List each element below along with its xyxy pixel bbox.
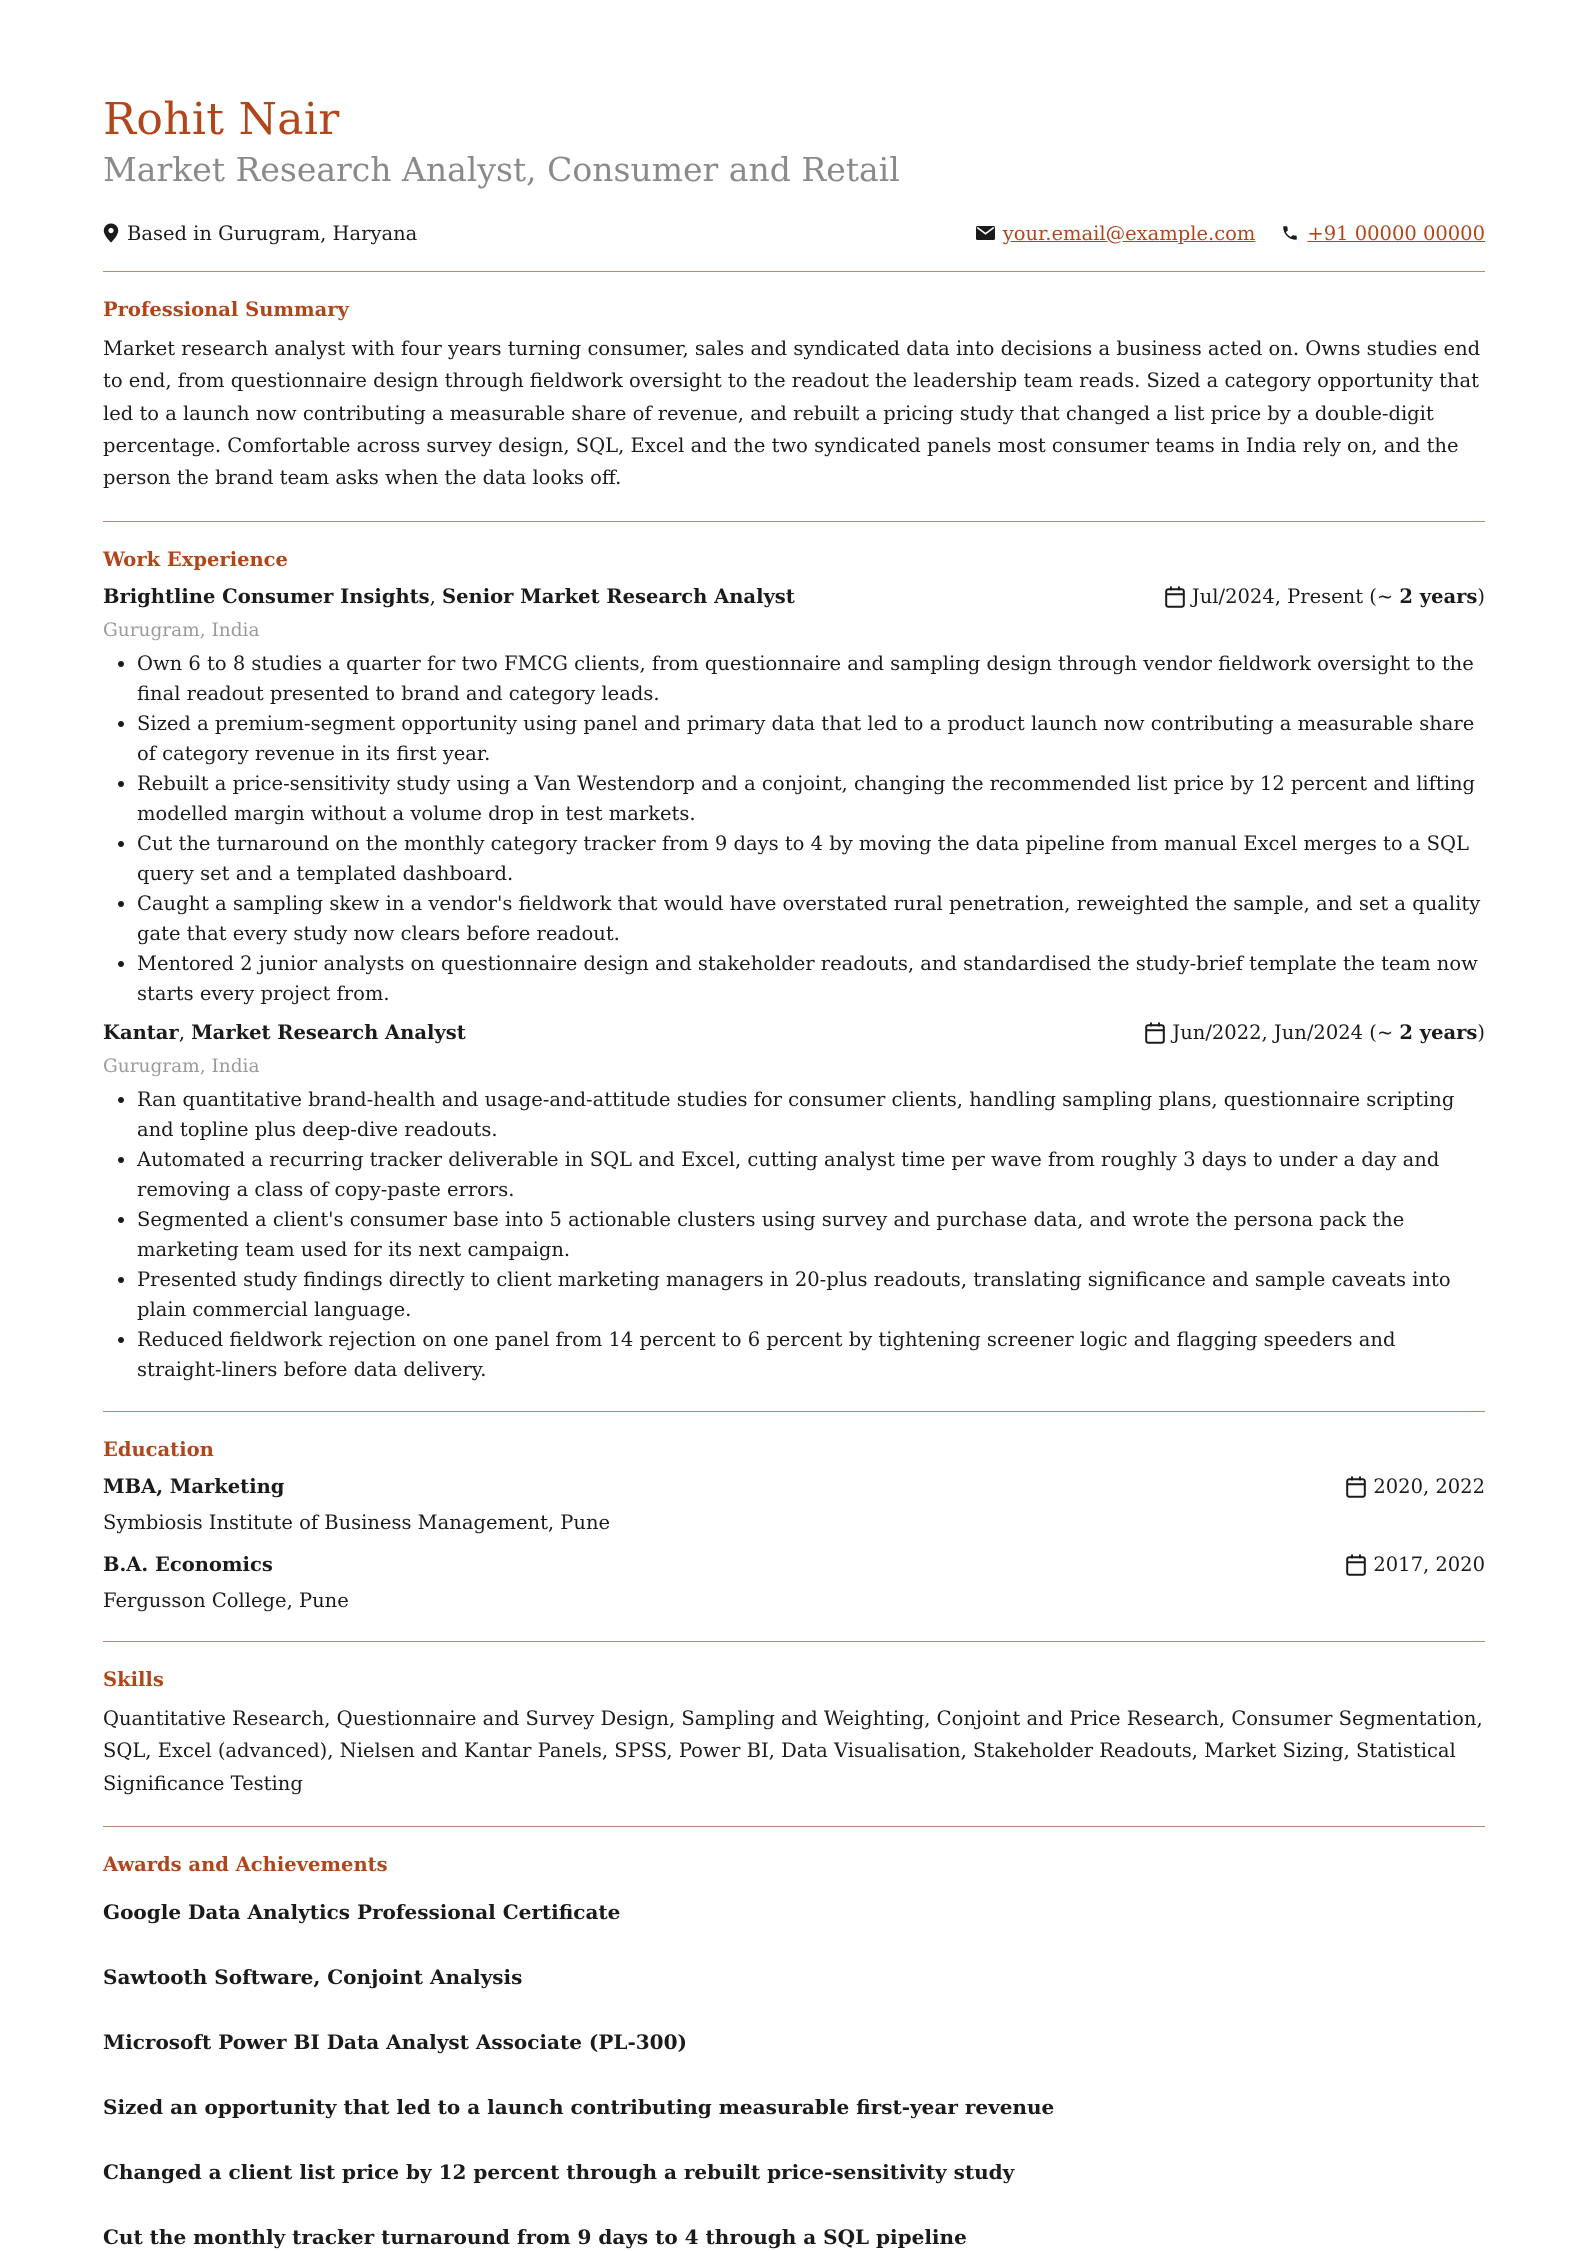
calendar-icon bbox=[1346, 1554, 1366, 1576]
phone-link[interactable]: +91 00000 00000 bbox=[1307, 221, 1485, 245]
job-dates bbox=[1165, 583, 1485, 611]
job-bullets bbox=[103, 649, 1485, 1009]
education-header bbox=[103, 1473, 1485, 1501]
education-degree: B.A. Economics bbox=[103, 1552, 273, 1576]
award-item: Cut the monthly tracker turnaround from 9 days to 4 through a SQL pipeline bbox=[103, 2224, 967, 2249]
job-location: Gurugram, India bbox=[103, 1055, 260, 1077]
calendar-icon bbox=[1145, 1022, 1165, 1044]
section-title-skills: Skills bbox=[103, 1667, 164, 1691]
education-dates bbox=[1346, 1551, 1485, 1579]
education-header bbox=[103, 1551, 1485, 1579]
education-dates bbox=[1346, 1473, 1485, 1501]
email-item bbox=[976, 222, 1256, 245]
job-bullet: • Own 6 to 8 studies a quarter for two FMCG clients, from questionnaire and sampling design through vendor fieldwork oversight to the final readout presented to brand and category leads. bbox=[137, 649, 1485, 709]
job-role: Senior Market Research Analyst bbox=[442, 584, 795, 608]
job-date-close: ) bbox=[1477, 584, 1485, 608]
job-bullet: • Mentored 2 junior analysts on questionnaire design and stakeholder readouts, and standardised the study-brief template the team now starts every project from. bbox=[137, 949, 1485, 1009]
job-role: Market Research Analyst bbox=[191, 1020, 466, 1044]
job-bullet: • Caught a sampling skew in a vendor's fieldwork that would have overstated rural penetration, reweighted the sample, and set a quality gate that every study now clears before readout. bbox=[137, 889, 1485, 949]
award-item: Sawtooth Software, Conjoint Analysis bbox=[103, 1964, 523, 1989]
education-school: Symbiosis Institute of Business Management, Pune bbox=[103, 1510, 611, 1534]
mail-icon bbox=[976, 226, 995, 240]
experience-section bbox=[103, 522, 1485, 1385]
job-bullet: • Sized a premium-segment opportunity using panel and primary data that led to a product launch now contributing a measurable share of category revenue in its first year. bbox=[137, 709, 1485, 769]
candidate-headline: Market Research Analyst, Consumer and Retail bbox=[103, 150, 900, 190]
education-entry-2 bbox=[103, 1551, 1485, 1615]
job-bullet: • Automated a recurring tracker deliverable in SQL and Excel, cutting analyst time per wave from roughly 3 days to under a day and removing a class of copy-paste errors. bbox=[137, 1145, 1485, 1205]
calendar-icon bbox=[1165, 586, 1185, 608]
job-company: Brightline Consumer Insights bbox=[103, 584, 430, 608]
job-date-close: ) bbox=[1477, 1020, 1485, 1044]
section-title-education: Education bbox=[103, 1437, 214, 1461]
contact-location bbox=[103, 222, 417, 245]
skills-section bbox=[103, 1642, 1485, 1800]
email-link[interactable]: your.email@example.com bbox=[1002, 221, 1256, 245]
candidate-name: Rohit Nair bbox=[103, 94, 340, 145]
location-pin-icon bbox=[103, 223, 119, 243]
job-duration: 2 years bbox=[1399, 1020, 1478, 1044]
calendar-icon bbox=[1346, 1476, 1366, 1498]
job-bullet: • Ran quantitative brand-health and usage-and-attitude studies for consumer clients, handling sampling plans, questionnaire scripting and topline plus deep-dive readouts. bbox=[137, 1085, 1485, 1145]
summary-section bbox=[103, 272, 1485, 495]
education-date-range: 2020, 2022 bbox=[1373, 1474, 1485, 1498]
skills-text: Quantitative Research, Questionnaire and Survey Design, Sampling and Weighting, Conjoint and Price Research, Consumer Segmentation, SQL, Excel (advanced), Nielsen and Kantar Panels, SPSS, Power BI, Data Visualisation, Stakeholder Readouts, Market Sizing, Statistical Significance Testing bbox=[103, 1706, 1483, 1795]
education-section bbox=[103, 1412, 1485, 1615]
job-entry-2 bbox=[103, 1019, 1485, 1385]
job-header bbox=[103, 1019, 1485, 1047]
phone-item bbox=[1281, 222, 1485, 245]
summary-text: Market research analyst with four years turning consumer, sales and syndicated data into decisions a business acted on. Owns studies end to end, from questionnaire design through fieldwork oversight to the readout the leadership team reads. Sized a category opportunity that led to a launch now contributing a measurable share of revenue, and rebuilt a pricing study that changed a list price by a double-digit percentage. Comfortable across survey design, SQL, Excel and the two syndicated panels most consumer teams in India rely on, and the person the brand team asks when the data looks off. bbox=[103, 336, 1481, 490]
awards-section bbox=[103, 1827, 1485, 2251]
job-date-range: Jul/2024, Present (~ bbox=[1191, 584, 1394, 608]
job-title bbox=[103, 583, 795, 611]
phone-icon bbox=[1281, 224, 1299, 242]
section-title-awards: Awards and Achievements bbox=[103, 1852, 388, 1876]
job-title bbox=[103, 1019, 466, 1047]
job-separator: , bbox=[178, 1020, 192, 1044]
contact-links bbox=[976, 222, 1485, 245]
job-dates bbox=[1145, 1019, 1485, 1047]
award-item: Changed a client list price by 12 percent through a rebuilt price-sensitivity study bbox=[103, 2159, 1015, 2184]
job-bullet: • Reduced fieldwork rejection on one panel from 14 percent to 6 percent by tightening screener logic and flagging speeders and straight-liners before data delivery. bbox=[137, 1325, 1485, 1385]
job-separator: , bbox=[429, 584, 443, 608]
job-company: Kantar bbox=[103, 1020, 179, 1044]
award-item: Google Data Analytics Professional Certificate bbox=[103, 1899, 621, 1924]
job-header bbox=[103, 583, 1485, 611]
education-school: Fergusson College, Pune bbox=[103, 1588, 349, 1612]
job-entry-1 bbox=[103, 583, 1485, 1009]
education-entry-1 bbox=[103, 1473, 1485, 1537]
education-date-range: 2017, 2020 bbox=[1373, 1552, 1485, 1576]
location-item bbox=[103, 222, 417, 245]
job-bullet: • Rebuilt a price-sensitivity study using a Van Westendorp and a conjoint, changing the recommended list price by 12 percent and lifting modelled margin without a volume drop in test markets. bbox=[137, 769, 1485, 829]
award-item: Sized an opportunity that led to a launch contributing measurable first-year revenue bbox=[103, 2094, 1055, 2119]
section-title-experience: Work Experience bbox=[103, 547, 288, 571]
location-text: Based in Gurugram, Haryana bbox=[127, 221, 418, 245]
education-degree: MBA, Marketing bbox=[103, 1474, 285, 1498]
job-date-range: Jun/2022, Jun/2024 (~ bbox=[1172, 1020, 1394, 1044]
contact-row bbox=[103, 222, 1485, 245]
award-item: Microsoft Power BI Data Analyst Associate (PL-300) bbox=[103, 2029, 687, 2054]
job-bullet: • Cut the turnaround on the monthly category tracker from 9 days to 4 by moving the data pipeline from manual Excel merges to a SQL query set and a templated dashboard. bbox=[137, 829, 1485, 889]
section-title-summary: Professional Summary bbox=[103, 297, 349, 321]
job-bullets bbox=[103, 1085, 1485, 1385]
job-duration: 2 years bbox=[1399, 584, 1478, 608]
job-bullet: • Presented study findings directly to client marketing managers in 20-plus readouts, translating significance and sample caveats into plain commercial language. bbox=[137, 1265, 1485, 1325]
job-location: Gurugram, India bbox=[103, 619, 260, 641]
job-bullet: • Segmented a client's consumer base into 5 actionable clusters using survey and purchase data, and wrote the persona pack the marketing team used for its next campaign. bbox=[137, 1205, 1485, 1265]
